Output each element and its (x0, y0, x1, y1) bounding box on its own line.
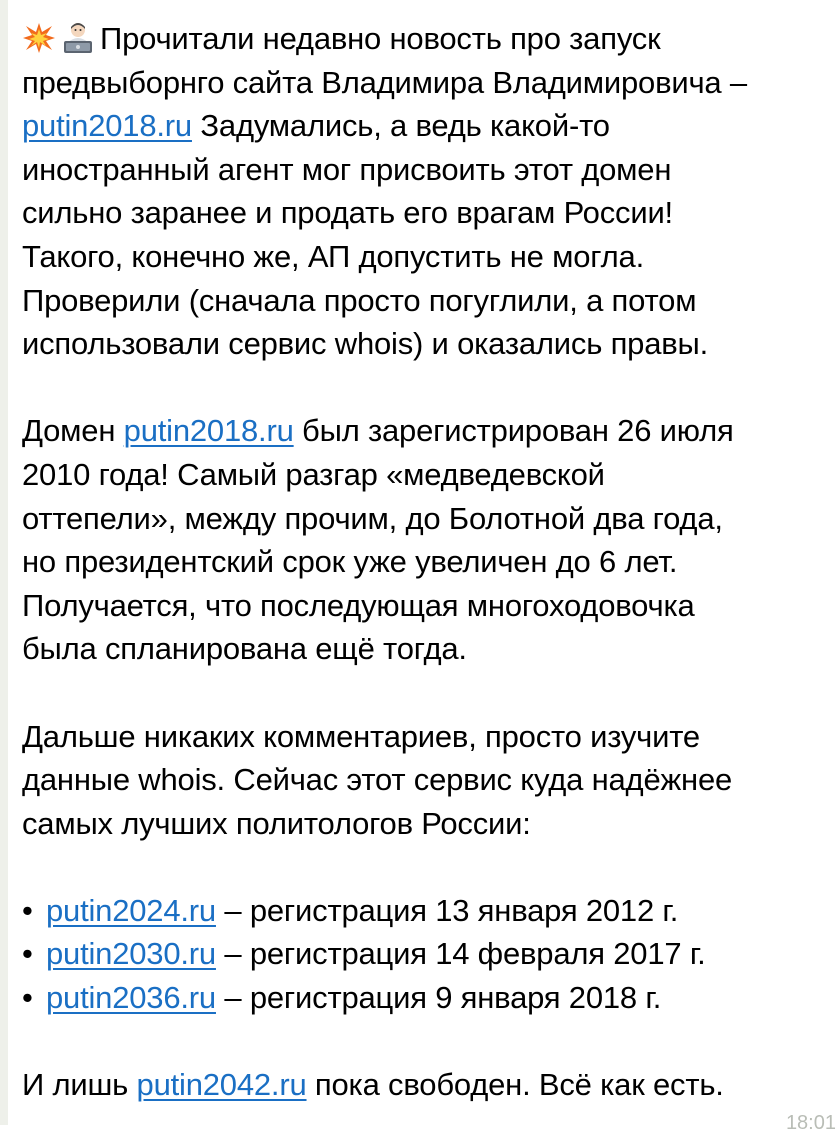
message-text: был зарегистрирован 26 июля (293, 413, 734, 449)
chat-left-edge (0, 0, 8, 1125)
link-putin2042[interactable]: putin2042.ru (136, 1067, 307, 1103)
message-paragraph-1 (22, 17, 834, 366)
message-line (22, 409, 834, 453)
message-line: Проверили (сначала просто погуглили, а потом (22, 282, 697, 318)
collision-emoji-icon (22, 22, 56, 54)
message-line: сильно заранее и продать его врагам России! (22, 195, 673, 231)
message-line: предвыборнго сайта Владимира Владимировича – (22, 64, 747, 100)
message-line: 2010 года! Самый разгар «медведевской (22, 456, 605, 492)
message-paragraph-final (22, 1063, 834, 1107)
bullet: • (22, 936, 33, 972)
message-text: И лишь (22, 1067, 137, 1103)
message-line: использовали сервис whois) и оказались правы. (22, 326, 709, 362)
paragraph-gap (22, 845, 834, 889)
message-timestamp: 18:01 (785, 1112, 836, 1134)
message-text: Задумались, а ведь какой-то (191, 108, 610, 144)
message-paragraph-2 (22, 409, 834, 671)
link-putin2030[interactable]: putin2030.ru (46, 936, 216, 972)
list-item (22, 889, 834, 933)
message-line: оттепели», между прочим, до Болотной два года, (22, 500, 723, 536)
message-text: пока свободен. Всё как есть. (306, 1067, 724, 1103)
link-putin2018-first[interactable]: putin2018.ru (22, 108, 192, 144)
domain-list (22, 889, 834, 1020)
message-paragraph-3 (22, 715, 834, 846)
message-text: Домен (22, 413, 124, 449)
list-item-text: – регистрация 14 февраля 2017 г. (215, 936, 706, 972)
bullet: • (22, 892, 33, 928)
message-line: но президентский срок уже увеличен до 6 лет. (22, 544, 678, 580)
message-line: данные whois. Сейчас этот сервис куда надёжнее (22, 762, 733, 798)
technologist-emoji-icon (60, 21, 96, 55)
list-item-text: – регистрация 13 января 2012 г. (215, 892, 679, 928)
message-line: была спланирована ещё тогда. (22, 631, 467, 667)
link-putin2036[interactable]: putin2036.ru (46, 980, 216, 1016)
message-line: Получается, что последующая многоходовочка (22, 587, 695, 623)
list-item (22, 976, 834, 1020)
paragraph-gap (22, 1020, 834, 1064)
message-bubble (22, 17, 834, 1107)
bullet: • (22, 980, 33, 1016)
paragraph-gap (22, 671, 834, 715)
list-item (22, 932, 834, 976)
link-putin2018-second[interactable]: putin2018.ru (123, 413, 294, 449)
paragraph-gap (22, 366, 834, 410)
list-item-text: – регистрация 9 января 2018 г. (215, 980, 662, 1016)
message-text: Прочитали недавно новость про запуск (100, 21, 661, 56)
message-line (22, 104, 834, 148)
message-line (22, 17, 834, 61)
message-line: Дальше никаких комментариев, просто изучите (22, 718, 700, 754)
link-putin2024[interactable]: putin2024.ru (46, 892, 216, 928)
message-line (22, 1063, 834, 1107)
message-line: иностранный агент мог присвоить этот домен (22, 151, 672, 187)
message-line: Такого, конечно же, АП допустить не могла. (22, 238, 644, 274)
message-line: самых лучших политологов России: (22, 805, 531, 841)
